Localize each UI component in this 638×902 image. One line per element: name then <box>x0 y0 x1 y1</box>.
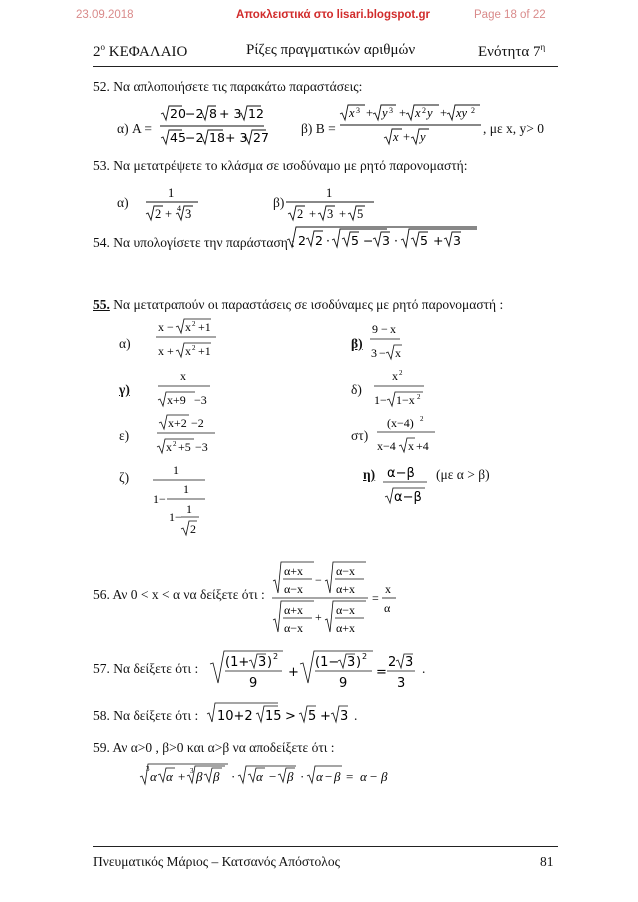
svg-text:3: 3 <box>453 233 461 248</box>
chapter-heading: $2^o$ ΚΕΦΑΛΑΙΟ <box>93 42 188 60</box>
svg-text:3: 3 <box>382 233 390 248</box>
svg-text:1−: 1− <box>374 393 387 407</box>
svg-text:α: α <box>150 769 157 784</box>
svg-text:1−: 1− <box>153 492 166 506</box>
svg-text:+: + <box>320 709 331 724</box>
svg-text:20: 20 <box>170 106 186 121</box>
ex55-d-fraction <box>374 368 430 417</box>
svg-text:β: β <box>334 769 341 784</box>
svg-text:+ 3: + 3 <box>225 130 248 145</box>
ex52-a-fraction <box>160 105 270 154</box>
exercise-57-prompt: 57. Να δείξετε ότι : <box>93 661 199 676</box>
svg-text:α−β: α−β <box>394 490 422 505</box>
svg-text:2: 2 <box>420 415 424 423</box>
svg-text:x: x <box>393 130 399 144</box>
svg-text:+: + <box>399 106 407 120</box>
svg-text:1: 1 <box>183 482 189 496</box>
svg-text:−: − <box>379 346 386 360</box>
svg-text:x: x <box>390 322 396 336</box>
svg-text:+4: +4 <box>416 439 429 453</box>
svg-text:+: + <box>165 207 173 221</box>
svg-text:y: y <box>382 106 388 120</box>
svg-text:+: + <box>167 344 174 358</box>
svg-text:3: 3 <box>185 207 192 221</box>
svg-text:β: β <box>196 769 203 784</box>
svg-text:xy: xy <box>456 106 468 120</box>
svg-text:3: 3 <box>258 655 267 670</box>
svg-text:3: 3 <box>405 655 414 670</box>
svg-text:2: 2 <box>192 320 196 328</box>
ex55-label-a: α) <box>119 336 131 351</box>
svg-text:α−β: α−β <box>387 466 415 481</box>
svg-text:α−x: α−x <box>336 603 356 617</box>
svg-text:>: > <box>285 709 296 724</box>
ex52-b-fraction <box>340 104 482 153</box>
svg-text:3: 3 <box>356 106 360 115</box>
svg-text:x+9: x+9 <box>167 393 186 407</box>
ex52-b-label: β) B = <box>301 121 336 136</box>
svg-text:−: − <box>167 320 174 334</box>
exercise-59-prompt: 59. Αν α>0 , β>0 και α>β να αποδείξετε ότι : <box>93 740 335 755</box>
exercise-53-prompt: 53. Να μετατρέψετε το κλάσμα σε ισοδύναμο με ρητό παρονομαστή: <box>93 158 468 173</box>
svg-text:2: 2 <box>471 106 475 115</box>
ex55-eta-condition: (με α > β) <box>436 467 490 482</box>
svg-text:+5: +5 <box>178 440 191 454</box>
ex57-period: . <box>422 661 426 676</box>
svg-text:−: − <box>370 769 378 784</box>
exercise-55-prompt: 55. Να μετατραπούν οι παραστάσεις σε ισοδύναμες με ρητό παρονομαστή : <box>93 297 504 312</box>
header-rule <box>93 66 558 67</box>
svg-text:2: 2 <box>173 440 177 448</box>
svg-text:x: x <box>349 106 355 120</box>
svg-text:45: 45 <box>170 130 186 145</box>
ex55-label-st: στ) <box>351 428 369 443</box>
svg-text:2: 2 <box>315 233 323 248</box>
svg-text:3: 3 <box>347 655 356 670</box>
top-bar <box>0 0 638 28</box>
svg-text:2: 2 <box>399 369 403 377</box>
svg-text:α−x: α−x <box>284 582 304 596</box>
svg-text:α+x: α+x <box>284 564 304 578</box>
svg-text:2: 2 <box>422 106 426 115</box>
svg-text:+: + <box>433 233 444 248</box>
ex55-label-eta: η) <box>363 467 376 482</box>
svg-text:1: 1 <box>168 186 175 200</box>
svg-text:x: x <box>395 346 401 360</box>
svg-text:3: 3 <box>340 709 349 724</box>
svg-text:): ) <box>356 655 362 670</box>
svg-text:−: − <box>269 769 277 784</box>
svg-text:β: β <box>213 769 220 784</box>
svg-text:α+x: α+x <box>336 621 356 635</box>
svg-text:−: − <box>315 573 322 587</box>
svg-text:10+2: 10+2 <box>217 709 253 724</box>
svg-text:1−: 1− <box>169 510 182 524</box>
svg-text:3: 3 <box>190 767 194 775</box>
svg-text:3: 3 <box>146 765 150 773</box>
svg-text:12: 12 <box>248 106 264 121</box>
footer-authors: Πνευματικός Μάριος – Κατσανός Απόστολος <box>93 854 340 869</box>
svg-text:x: x <box>415 106 421 120</box>
ex55-label-z: ζ) <box>119 470 130 485</box>
svg-text:y: y <box>427 106 433 120</box>
svg-text:1: 1 <box>326 186 333 200</box>
svg-text:α: α <box>384 601 391 615</box>
ex59-equation <box>140 763 400 796</box>
svg-text:(1+: (1+ <box>225 655 250 670</box>
svg-text:+: + <box>339 207 347 221</box>
page-indicator: Page 18 of 22 <box>474 9 546 21</box>
svg-text:y: y <box>420 130 426 144</box>
svg-text:(x−4): (x−4) <box>387 416 414 430</box>
ex55-e-fraction <box>157 414 217 463</box>
ex55-c-fraction <box>158 368 214 417</box>
svg-text:x: x <box>185 344 191 358</box>
ex55-label-d: δ) <box>351 382 362 397</box>
svg-text:=: = <box>346 769 354 784</box>
ex53-b-fraction <box>286 186 378 231</box>
section-subtitle: Ρίζες πραγματικών αριθμών <box>246 42 416 58</box>
svg-text:(1−: (1− <box>315 655 340 670</box>
svg-text:27: 27 <box>253 130 269 145</box>
svg-text:2: 2 <box>298 233 306 248</box>
svg-text:+: + <box>366 106 374 120</box>
svg-text:α: α <box>316 769 323 784</box>
svg-text:+: + <box>440 106 448 120</box>
svg-text:+1: +1 <box>198 344 211 358</box>
svg-text:α+x: α+x <box>336 582 356 596</box>
svg-text:=: = <box>376 665 387 680</box>
svg-text:5: 5 <box>357 207 364 221</box>
svg-text:9: 9 <box>339 676 348 691</box>
ex53-a-label: α) <box>117 195 129 210</box>
svg-text:−: − <box>363 233 374 248</box>
svg-text:5: 5 <box>308 709 317 724</box>
svg-text:5: 5 <box>351 233 359 248</box>
svg-text:α: α <box>360 769 367 784</box>
ex55-label-e: ε) <box>119 428 130 443</box>
exercise-52-prompt: 52. Να απλοποιήσετε τις παρακάτω παραστάσεις: <box>93 79 363 94</box>
svg-text:1: 1 <box>186 502 192 516</box>
svg-text:·: · <box>231 769 236 784</box>
ex53-b-label: β) <box>273 195 285 210</box>
svg-text:1: 1 <box>173 463 179 477</box>
ex52-a-label: α) A = <box>117 121 152 136</box>
svg-text:2: 2 <box>362 652 368 661</box>
svg-text:+1: +1 <box>198 320 211 334</box>
svg-text:2: 2 <box>190 522 196 536</box>
svg-text:β: β <box>287 769 294 784</box>
site-link[interactable]: Αποκλειστικά στο lisari.blogspot.gr <box>236 9 430 21</box>
svg-text:α−x: α−x <box>284 621 304 635</box>
svg-text:3: 3 <box>371 346 377 360</box>
exercise-54-prompt: 54. Να υπολογίσετε την παράσταση : <box>93 235 295 250</box>
svg-text:2: 2 <box>388 655 397 670</box>
svg-text:=: = <box>372 591 379 605</box>
svg-text:x: x <box>158 344 164 358</box>
svg-text:): ) <box>267 655 273 670</box>
ex55-st-fraction <box>377 412 441 463</box>
svg-text:x: x <box>166 440 172 454</box>
footer-page-number: 81 <box>540 854 554 869</box>
footer-rule <box>93 846 558 847</box>
svg-text:9: 9 <box>372 322 378 336</box>
svg-text:+: + <box>178 769 186 784</box>
ex55-z-fraction <box>153 462 213 547</box>
svg-text:+: + <box>403 130 411 144</box>
svg-text:β: β <box>381 769 388 784</box>
svg-text:α: α <box>256 769 263 784</box>
svg-text:x−4: x−4 <box>377 439 396 453</box>
ex57-equation <box>210 650 420 695</box>
svg-text:18: 18 <box>209 130 225 145</box>
ex56-equation <box>272 560 402 645</box>
ex55-a-fraction <box>156 318 226 367</box>
svg-text:2: 2 <box>297 207 304 221</box>
svg-text:5: 5 <box>420 233 428 248</box>
svg-text:α+x: α+x <box>284 603 304 617</box>
svg-text:x: x <box>158 320 164 334</box>
svg-text:−2: −2 <box>185 106 204 121</box>
ex55-label-c: γ) <box>119 382 130 397</box>
svg-text:x: x <box>180 369 186 383</box>
svg-text:−: − <box>325 769 333 784</box>
svg-text:9: 9 <box>249 676 258 691</box>
svg-text:3: 3 <box>389 106 393 115</box>
svg-text:−: − <box>381 322 388 336</box>
svg-text:4: 4 <box>177 204 181 213</box>
exercise-56-prompt: 56. Αν 0 < x < α να δείξετε ότι : <box>93 587 265 602</box>
svg-text:1−x: 1−x <box>396 393 415 407</box>
svg-text:−2: −2 <box>191 416 204 430</box>
svg-text:−2: −2 <box>185 130 204 145</box>
svg-text:−3: −3 <box>194 393 207 407</box>
svg-text:·: · <box>326 233 330 248</box>
svg-text:2: 2 <box>273 652 279 661</box>
svg-text:α: α <box>166 769 173 784</box>
svg-text:+: + <box>288 665 299 680</box>
ex53-a-fraction <box>146 186 206 231</box>
svg-text:x: x <box>392 369 398 383</box>
ex54-expression <box>287 226 479 259</box>
svg-text:x: x <box>408 439 414 453</box>
svg-text:x: x <box>185 320 191 334</box>
ex55-label-b: β) <box>351 336 363 351</box>
ex52-condition: , με x, y> 0 <box>483 121 545 136</box>
ex58-inequality <box>207 702 357 733</box>
date: 23.09.2018 <box>76 9 134 21</box>
svg-text:2: 2 <box>417 393 421 401</box>
svg-text:3: 3 <box>327 207 334 221</box>
svg-text:+: + <box>309 207 317 221</box>
svg-text:−3: −3 <box>195 440 208 454</box>
svg-text:+: + <box>315 610 322 624</box>
svg-text:α−x: α−x <box>336 564 356 578</box>
exercise-58-prompt: 58. Να δείξετε ότι : <box>93 708 199 723</box>
svg-text:+ 3: + 3 <box>219 106 242 121</box>
svg-text:x+2: x+2 <box>168 416 187 430</box>
svg-text:8: 8 <box>209 106 217 121</box>
unit-heading: Ενότητα $7^\eta$ <box>478 42 546 60</box>
svg-text:2: 2 <box>155 207 162 221</box>
ex58-period: . <box>354 708 358 723</box>
ex55-eta-fraction <box>383 463 433 514</box>
svg-text:3: 3 <box>397 676 406 691</box>
svg-text:15: 15 <box>265 709 282 724</box>
svg-text:2: 2 <box>192 344 196 352</box>
svg-text:x: x <box>385 582 391 596</box>
svg-text:·: · <box>394 233 398 248</box>
svg-text:·: · <box>300 769 305 784</box>
ex55-b-fraction <box>370 320 410 369</box>
